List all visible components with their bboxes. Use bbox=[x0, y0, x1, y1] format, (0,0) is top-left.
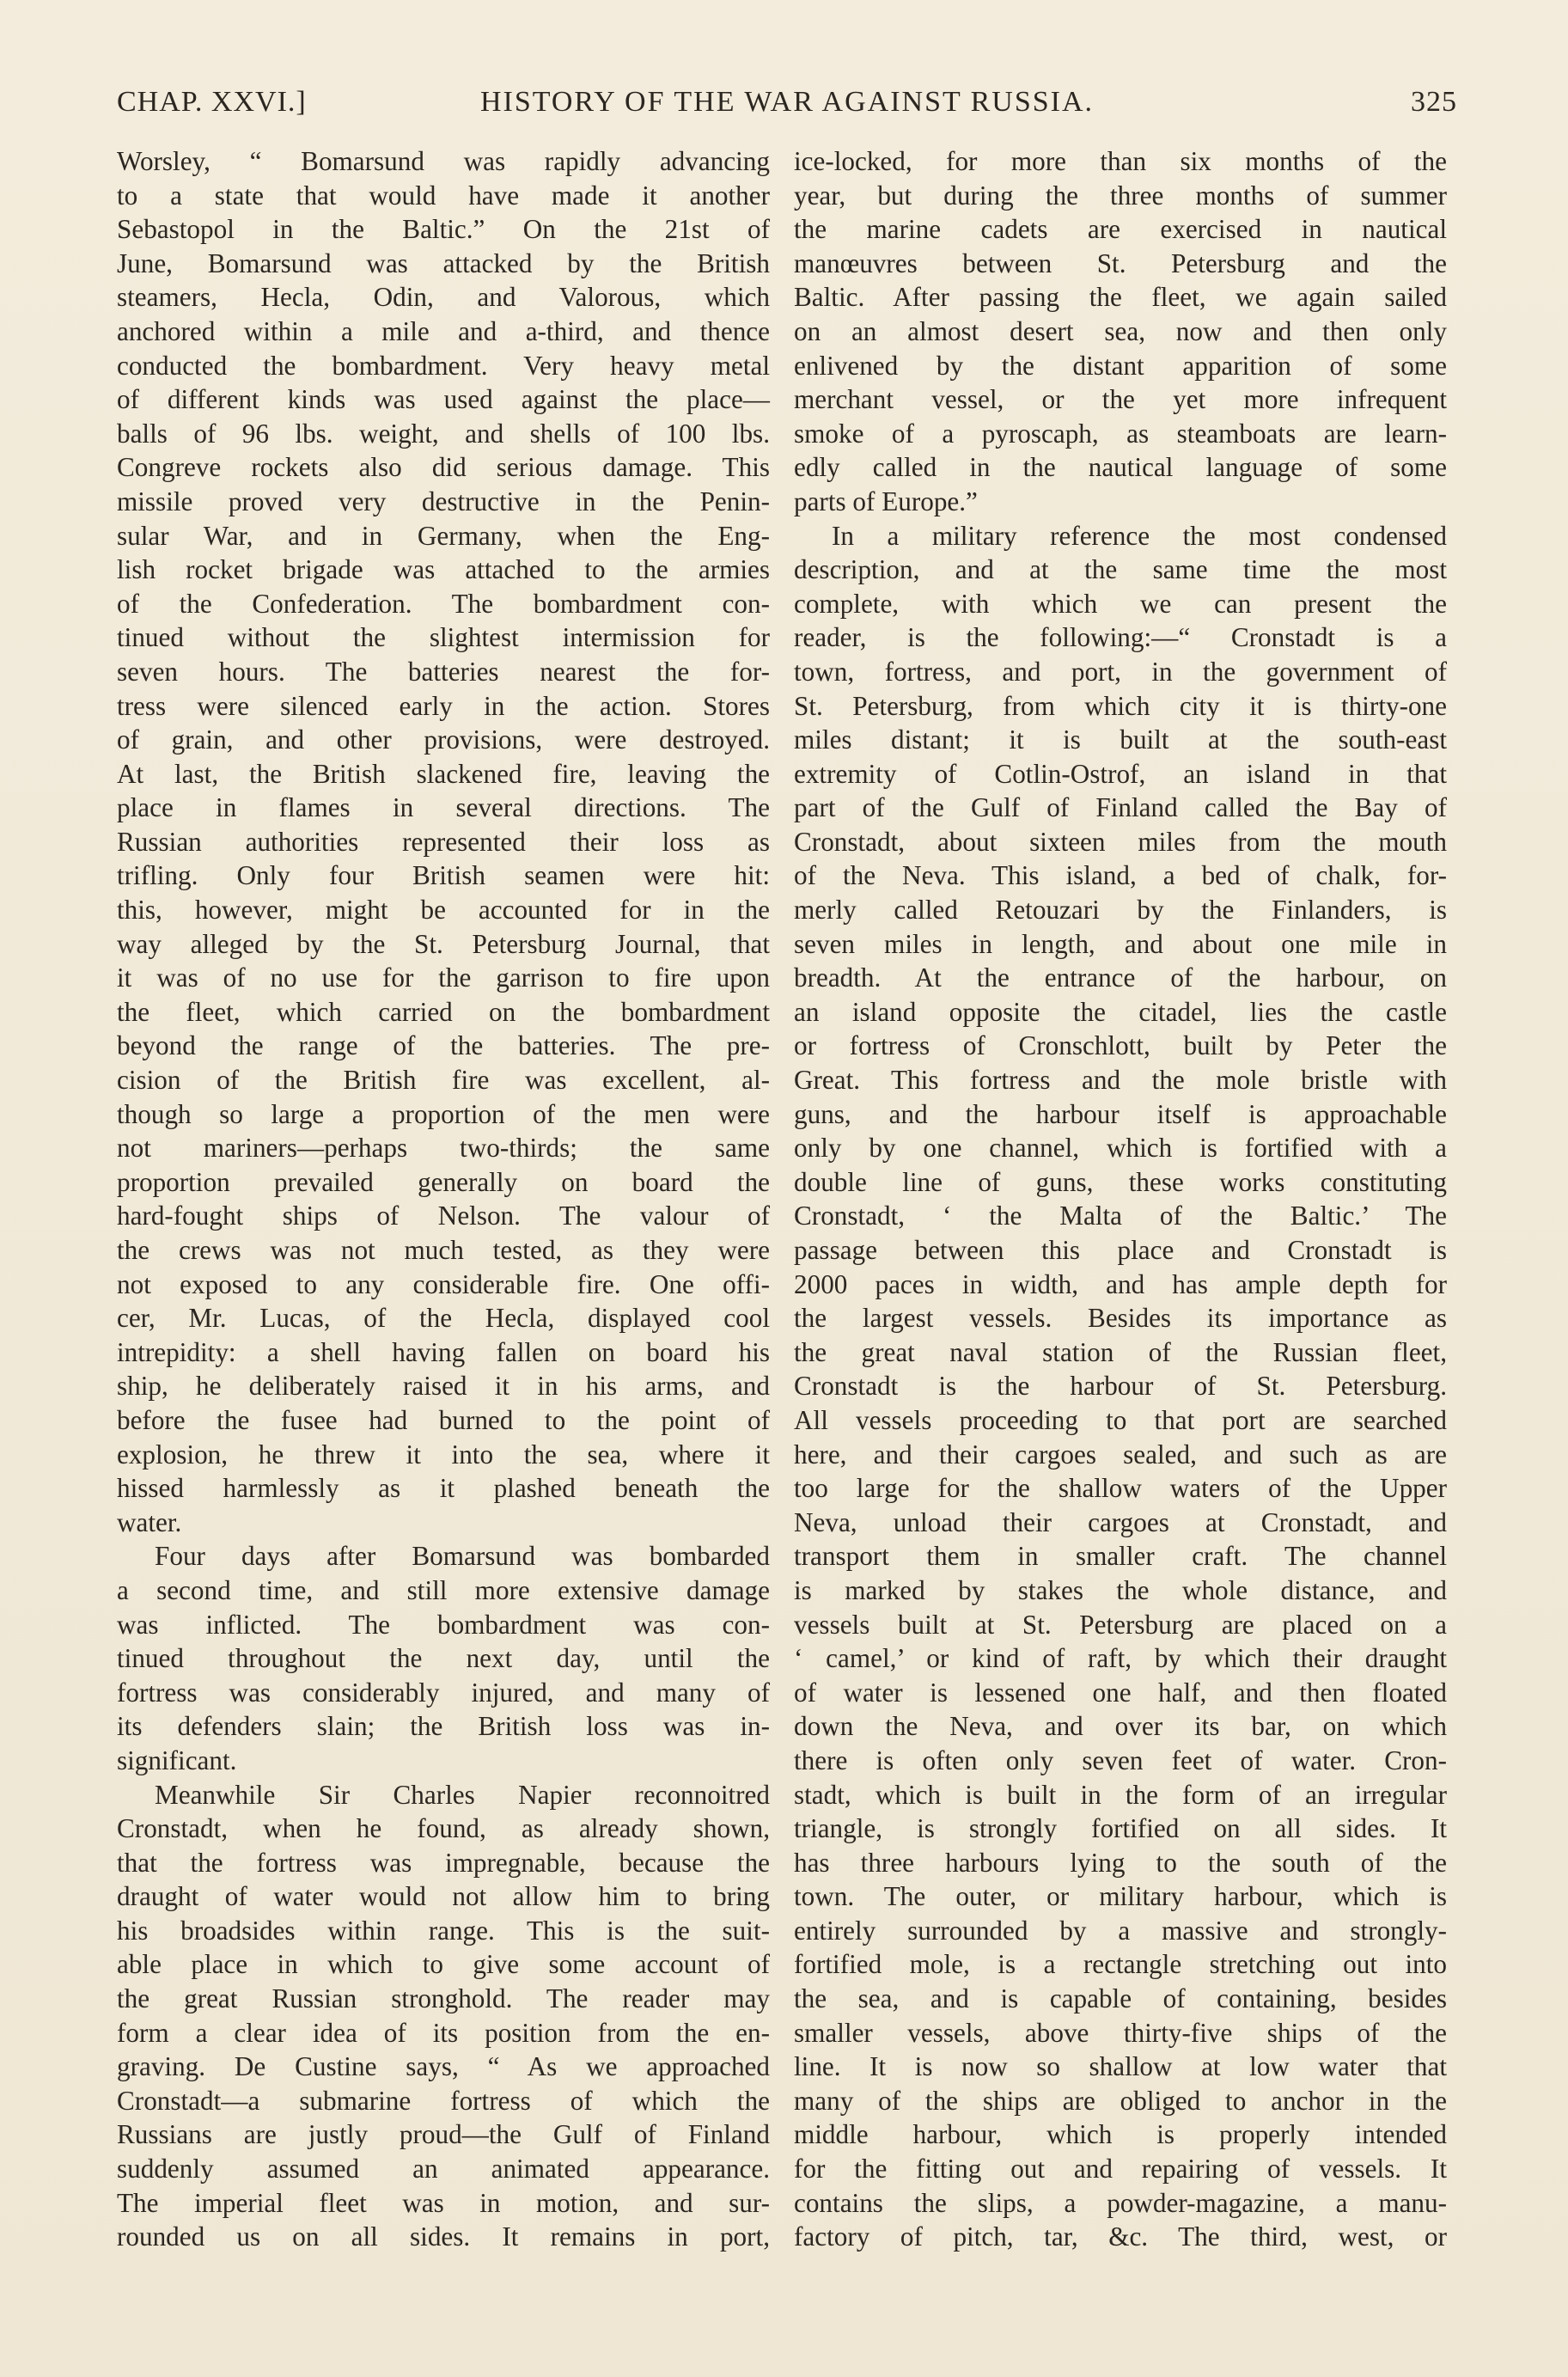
text-line: 2000 paces in width, and has ample depth for bbox=[794, 1268, 1447, 1299]
text-line: Baltic. After passing the fleet, we again sailed bbox=[794, 282, 1447, 313]
text-line: entirely surrounded by a massive and strongly- bbox=[794, 1915, 1447, 1946]
text-line: is marked by stakes the whole distance, and bbox=[794, 1574, 1447, 1605]
text-line: cer, Mr. Lucas, of the Hecla, displayed cool bbox=[117, 1303, 770, 1334]
text-line: tinued without the slightest intermission for bbox=[117, 622, 770, 653]
text-line: of the Confederation. The bombardment con- bbox=[117, 588, 770, 619]
text-line: sular War, and in Germany, when the Eng- bbox=[117, 520, 770, 551]
text-line: guns, and the harbour itself is approachable bbox=[794, 1098, 1447, 1129]
text-line: for the fitting out and repairing of vessels. It bbox=[794, 2154, 1447, 2185]
text-line: parts of Europe.” bbox=[794, 486, 978, 516]
page-number: 325 bbox=[1411, 86, 1457, 118]
text-line: ‘ camel,’ or kind of raft, by which their draught bbox=[794, 1643, 1447, 1674]
text-line: year, but during the three months of summer bbox=[794, 180, 1447, 211]
text-line: of different kinds was used against the place— bbox=[117, 384, 770, 415]
text-line: reader, is the following:—“ Cronstadt is a bbox=[794, 622, 1447, 653]
text-line: seven miles in length, and about one mile in bbox=[794, 928, 1447, 959]
text-line: form a clear idea of its position from the en- bbox=[117, 2017, 770, 2048]
text-line: contains the slips, a powder-magazine, a manu- bbox=[794, 2187, 1447, 2218]
text-line: a second time, and still more extensive damage bbox=[117, 1574, 770, 1605]
text-line: the sea, and is capable of containing, besides bbox=[794, 1983, 1447, 2014]
text-line: draught of water would not allow him to bring bbox=[117, 1881, 770, 1912]
text-line: water. bbox=[117, 1506, 182, 1537]
text-line: has three harbours lying to the south of the bbox=[794, 1847, 1447, 1878]
text-line: conducted the bombardment. Very heavy metal bbox=[117, 350, 770, 381]
text-line: suddenly assumed an animated appearance. bbox=[117, 2154, 770, 2185]
text-line: intrepidity: a shell having fallen on board his bbox=[117, 1336, 770, 1367]
text-line: All vessels proceeding to that port are searched bbox=[794, 1404, 1447, 1435]
text-line: not exposed to any considerable fire. One offi- bbox=[117, 1268, 770, 1299]
text-line: beyond the range of the batteries. The pre- bbox=[117, 1030, 770, 1061]
text-line: edly called in the nautical language of some bbox=[794, 452, 1447, 483]
text-line: The imperial fleet was in motion, and sur- bbox=[117, 2187, 770, 2218]
text-line: Cronstadt, ‘ the Malta of the Baltic.’ The bbox=[794, 1201, 1447, 1231]
text-line: anchored within a mile and a-third, and thence bbox=[117, 315, 770, 346]
text-line: merchant vessel, or the yet more infrequent bbox=[794, 384, 1447, 415]
text-line: the great Russian stronghold. The reader may bbox=[117, 1983, 770, 2014]
text-line: the fleet, which carried on the bombardment bbox=[117, 996, 770, 1027]
text-line: line. It is now so shallow at low water that bbox=[794, 2051, 1447, 2082]
text-line: triangle, is strongly fortified on all sides. It bbox=[794, 1813, 1447, 1844]
text-line: enlivened by the distant apparition of some bbox=[794, 350, 1447, 381]
text-line: Meanwhile Sir Charles Napier reconnoitred bbox=[155, 1779, 770, 1810]
text-line: graving. De Custine says, “ As we approached bbox=[117, 2051, 770, 2082]
text-line: though so large a proportion of the men were bbox=[117, 1098, 770, 1129]
chapter-label: CHAP. XXVI.] bbox=[117, 86, 307, 118]
text-line: transport them in smaller craft. The channel bbox=[794, 1541, 1447, 1572]
text-line: vessels built at St. Petersburg are placed on a bbox=[794, 1609, 1447, 1640]
text-line: of water is lessened one half, and then floated bbox=[794, 1677, 1447, 1708]
text-line: Sebastopol in the Baltic.” On the 21st of bbox=[117, 214, 770, 245]
text-line: the crews was not much tested, as they were bbox=[117, 1235, 770, 1265]
left-text-column bbox=[117, 144, 770, 2254]
text-line: Cronstadt, about sixteen miles from the mouth bbox=[794, 826, 1447, 857]
text-line: rounded us on all sides. It remains in port, bbox=[117, 2221, 770, 2252]
text-line: proportion prevailed generally on board the bbox=[117, 1166, 770, 1197]
text-line: only by one channel, which is fortified with a bbox=[794, 1133, 1447, 1164]
text-line: Worsley, “ Bomarsund was rapidly advancing bbox=[117, 146, 770, 176]
text-line: June, Bomarsund was attacked by the British bbox=[117, 247, 770, 278]
text-line: significant. bbox=[117, 1745, 237, 1775]
text-line: that the fortress was impregnable, because the bbox=[117, 1847, 770, 1878]
text-line: an island opposite the citadel, lies the castle bbox=[794, 996, 1447, 1027]
text-line: it was of no use for the garrison to fire upon bbox=[117, 962, 770, 993]
text-line: balls of 96 lbs. weight, and shells of 100 lbs. bbox=[117, 418, 770, 449]
text-line: Cronstadt, when he found, as already shown, bbox=[117, 1813, 770, 1844]
text-line: St. Petersburg, from which city it is thirty-one bbox=[794, 690, 1447, 721]
text-line: there is often only seven feet of water. Cron- bbox=[794, 1745, 1447, 1775]
text-line: Four days after Bomarsund was bombarded bbox=[155, 1541, 770, 1572]
text-line: fortress was considerably injured, and many of bbox=[117, 1677, 770, 1708]
text-line: the largest vessels. Besides its importance as bbox=[794, 1303, 1447, 1334]
text-line: hard-fought ships of Nelson. The valour of bbox=[117, 1201, 770, 1231]
text-line: Russians are justly proud—the Gulf of Finland bbox=[117, 2119, 770, 2150]
text-line: hissed harmlessly as it plashed beneath the bbox=[117, 1473, 770, 1504]
text-line: place in flames in several directions. The bbox=[117, 792, 770, 823]
text-line: this, however, might be accounted for in the bbox=[117, 895, 770, 926]
text-line: cision of the British fire was excellent, al- bbox=[117, 1065, 770, 1096]
text-line: trifling. Only four British seamen were hit: bbox=[117, 860, 770, 891]
text-line: to a state that would have made it another bbox=[117, 180, 770, 211]
text-line: explosion, he threw it into the sea, where it bbox=[117, 1439, 770, 1470]
text-line: stadt, which is built in the form of an irregular bbox=[794, 1779, 1447, 1810]
text-line: was inflicted. The bombardment was con- bbox=[117, 1609, 770, 1640]
text-line: description, and at the same time the most bbox=[794, 554, 1447, 585]
text-line: In a military reference the most condensed bbox=[832, 520, 1447, 551]
text-line: smaller vessels, above thirty-five ships of the bbox=[794, 2017, 1447, 2048]
text-line: double line of guns, these works constituting bbox=[794, 1166, 1447, 1197]
text-line: too large for the shallow waters of the Upper bbox=[794, 1473, 1447, 1504]
text-line: many of the ships are obliged to anchor in the bbox=[794, 2085, 1447, 2116]
text-line: extremity of Cotlin-Ostrof, an island in that bbox=[794, 758, 1447, 789]
text-line: of grain, and other provisions, were destroyed. bbox=[117, 724, 770, 755]
text-line: tinued throughout the next day, until the bbox=[117, 1643, 770, 1674]
text-line: ice-locked, for more than six months of the bbox=[794, 146, 1447, 176]
text-line: the marine cadets are exercised in nautical bbox=[794, 214, 1447, 245]
running-header bbox=[117, 86, 1457, 131]
text-line: before the fusee had burned to the point of bbox=[117, 1404, 770, 1435]
text-line: fortified mole, is a rectangle stretching out into bbox=[794, 1949, 1447, 1980]
text-line: on an almost desert sea, now and then only bbox=[794, 315, 1447, 346]
text-line: the great naval station of the Russian fleet, bbox=[794, 1336, 1447, 1367]
text-line: steamers, Hecla, Odin, and Valorous, which bbox=[117, 282, 770, 313]
text-line: manœuvres between St. Petersburg and the bbox=[794, 247, 1447, 278]
text-line: complete, with which we can present the bbox=[794, 588, 1447, 619]
text-line: Cronstadt is the harbour of St. Petersburg. bbox=[794, 1371, 1447, 1402]
text-line: seven hours. The batteries nearest the for- bbox=[117, 656, 770, 687]
text-line: down the Neva, and over its bar, on which bbox=[794, 1711, 1447, 1742]
text-line: merly called Retouzari by the Finlanders, is bbox=[794, 895, 1447, 926]
text-line: his broadsides within range. This is the suit- bbox=[117, 1915, 770, 1946]
page-title: HISTORY OF THE WAR AGAINST RUSSIA. bbox=[479, 86, 1095, 118]
text-line: of the Neva. This island, a bed of chalk, for- bbox=[794, 860, 1447, 891]
text-line: miles distant; it is built at the south-east bbox=[794, 724, 1447, 755]
text-line: middle harbour, which is properly intended bbox=[794, 2119, 1447, 2150]
text-line: missile proved very destructive in the Penin- bbox=[117, 486, 770, 516]
text-line: able place in which to give some account of bbox=[117, 1949, 770, 1980]
text-line: not mariners—perhaps two-thirds; the same bbox=[117, 1133, 770, 1164]
text-line: lish rocket brigade was attached to the armies bbox=[117, 554, 770, 585]
text-line: factory of pitch, tar, &c. The third, west, or bbox=[794, 2221, 1447, 2252]
right-text-column bbox=[794, 144, 1447, 2254]
text-line: Russian authorities represented their loss as bbox=[117, 826, 770, 857]
text-line: Great. This fortress and the mole bristle with bbox=[794, 1065, 1447, 1096]
text-line: Cronstadt—a submarine fortress of which the bbox=[117, 2085, 770, 2116]
text-line: part of the Gulf of Finland called the Bay of bbox=[794, 792, 1447, 823]
text-line: smoke of a pyroscaph, as steamboats are learn- bbox=[794, 418, 1447, 449]
text-line: breadth. At the entrance of the harbour, on bbox=[794, 962, 1447, 993]
text-line: here, and their cargoes sealed, and such as are bbox=[794, 1439, 1447, 1470]
text-line: Congreve rockets also did serious damage. This bbox=[117, 452, 770, 483]
text-line: Neva, unload their cargoes at Cronstadt, and bbox=[794, 1506, 1447, 1537]
text-line: town, fortress, and port, in the government of bbox=[794, 656, 1447, 687]
text-line: ship, he deliberately raised it in his arms, and bbox=[117, 1371, 770, 1402]
text-line: tress were silenced early in the action. Stores bbox=[117, 690, 770, 721]
text-line: passage between this place and Cronstadt is bbox=[794, 1235, 1447, 1265]
text-line: way alleged by the St. Petersburg Journal, that bbox=[117, 928, 770, 959]
column-divider bbox=[780, 148, 781, 2348]
text-line: its defenders slain; the British loss was in- bbox=[117, 1711, 770, 1742]
text-line: town. The outer, or military harbour, which is bbox=[794, 1881, 1447, 1912]
text-line: or fortress of Cronschlott, built by Peter the bbox=[794, 1030, 1447, 1061]
text-line: At last, the British slackened fire, leaving the bbox=[117, 758, 770, 789]
